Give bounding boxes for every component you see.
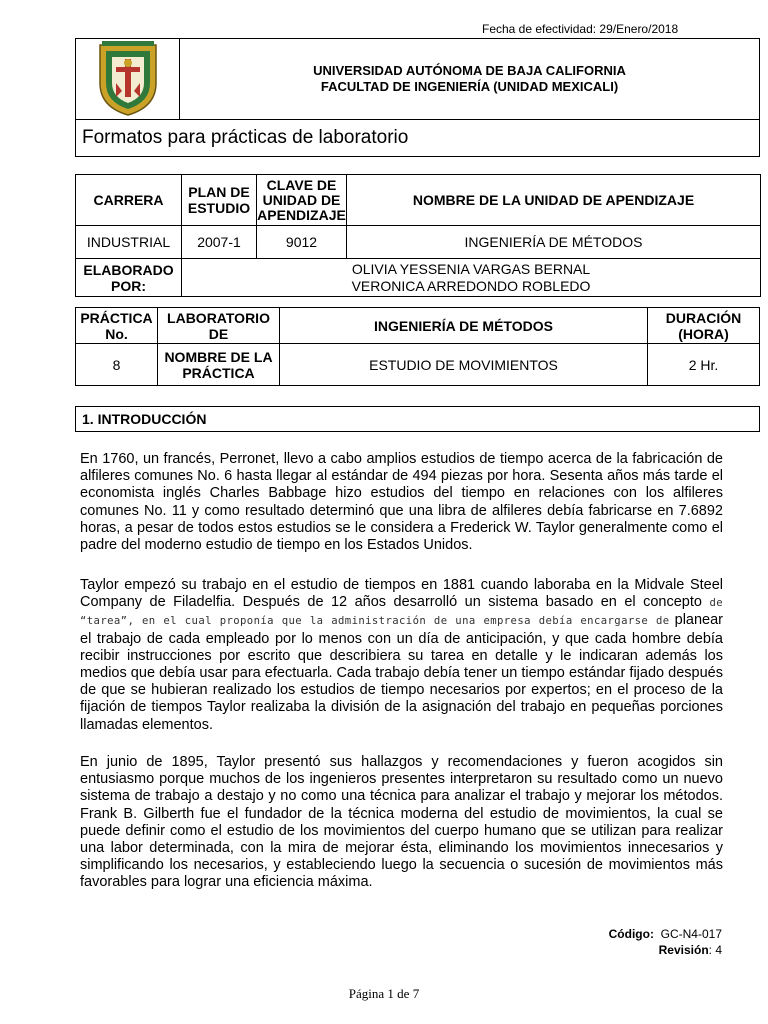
nombre-label: NOMBRE DE LA PRÁCTICA (158, 344, 280, 386)
paragraph-1: En 1760, un francés, Perronet, llevo a cabo amplios estudios de tiempo acerca de la fabricación de alfileres comunes No. 6 hasta llegar al estándar de 494 piezas por hora. Sesenta años más tarde el economista inglés Charles Babbage hizo estudios del tiempo en relaciones con los alfileres comunes No. 11 y como resultado determinó que una libra de alfileres debía fabricarse en 7.6892 horas, a pesar de todos estos estudios se le considera a Frederick W. Taylor generalmente como el padre del moderno estudio de tiempo en los Estados Unidos. (80, 451, 723, 554)
paragraph-2-part-3: planear el trabajo de cada empleado por lo menos con un día de anticipación, y que cada hombre debía recibir instrucciones por escrito que describiera su tarea en detalle y le indicaran además los medios que debía usar para efectuarla. Cada trabajo debía tener un tiempo estándar fijado después de que se hubieran realizado los estudios de tiempo necesarios por expertos; en el proceso de la fijación de tiempos Taylor realizaba la división de la asignación del trabajo en pequeñas porciones llamadas elementos. (80, 612, 723, 733)
code-value: GC-N4-017 (660, 927, 722, 941)
institution-names (180, 39, 759, 119)
practica-label: PRÁCTICA No. (76, 308, 158, 344)
document-header (75, 38, 760, 157)
university-name: UNIVERSIDAD AUTÓNOMA DE BAJA CALIFORNIA (313, 63, 626, 78)
university-crest-icon (76, 39, 180, 119)
cell-carrera: INDUSTRIAL (76, 226, 182, 259)
duracion-label: DURACIÓN (HORA) (648, 308, 760, 344)
col-header-nombre: NOMBRE DE LA UNIDAD DE APENDIZAJE (347, 175, 761, 226)
revision-value: : 4 (708, 943, 722, 957)
cell-plan: 2007-1 (182, 226, 257, 259)
effective-date: Fecha de efectividad: 29/Enero/2018 (482, 22, 679, 36)
page-number: Página 1 de 7 (348, 986, 420, 1001)
paragraph-2 (80, 577, 723, 734)
elaborado-label: ELABORADO POR: (76, 259, 182, 297)
paragraph-3: En junio de 1895, Taylor presentó sus hallazgos y recomendaciones y fueron acogidos sin entusiasmo porque muchos de los ingenieros presentes interpretaron su resultado como un nuevo sistema de trabajo a destajo y no como una técnica para analizar el trabajo y mejorar los métodos. Frank B. Gilberth fue el fundador de la técnica moderna del estudio de movimientos, la cual se puede definir como el estudio de los movimientos del cuerpo humano que se utilizan para realizar una labor determinada, con la mira de mejorar ésta, eliminando los movimientos innecesarios y simplificando los necesarios, y estableciendo luego la secuencia o sucesión de movimientos más favorables para lograr una eficiencia máxima. (80, 754, 723, 891)
university-crest-cell (76, 39, 180, 119)
faculty-name: FACULTAD DE INGENIERÍA (UNIDAD MEXICALI) (320, 79, 619, 94)
laboratorio-value: INGENIERÍA DE MÉTODOS (280, 308, 648, 344)
revision-label: Revisión (658, 943, 709, 957)
nombre-value: ESTUDIO DE MOVIMIENTOS (280, 344, 648, 386)
format-title: Formatos para prácticas de laboratorio (76, 119, 759, 156)
author-name: OLIVIA YESSENIA VARGAS BERNAL (351, 260, 591, 277)
cell-nombre: INGENIERÍA DE MÉTODOS (347, 226, 761, 259)
practice-table (75, 307, 760, 386)
code-label: Código: (608, 927, 654, 941)
laboratorio-label: LABORATORIO DE (158, 308, 280, 344)
paragraph-2-part-1: Taylor empezó su trabajo en el estudio de tiempos en 1881 cuando laboraba en la Midvale Steel Company de Filadelfia. Después de 12 años desarrolló un sistema basado en el concepto (80, 577, 723, 611)
col-header-clave: CLAVE DE UNIDAD DE APENDIZAJE (257, 175, 347, 226)
author-name: VERONICA ARREDONDO ROBLEDO (351, 277, 591, 294)
authors-cell (182, 259, 761, 297)
practica-value: 8 (76, 344, 158, 386)
col-header-plan: PLAN DE ESTUDIO (182, 175, 257, 226)
course-info-table (75, 174, 761, 297)
document-code (609, 926, 722, 958)
cell-clave: 9012 (257, 226, 347, 259)
duracion-value: 2 Hr. (648, 344, 760, 386)
section-title: 1. INTRODUCCIÓN (75, 406, 760, 432)
col-header-carrera: CARRERA (76, 175, 182, 226)
paragraph-2-part-2: de “tarea”, en el cual proponía que la administración de una empresa debía encargarse de (80, 597, 723, 628)
